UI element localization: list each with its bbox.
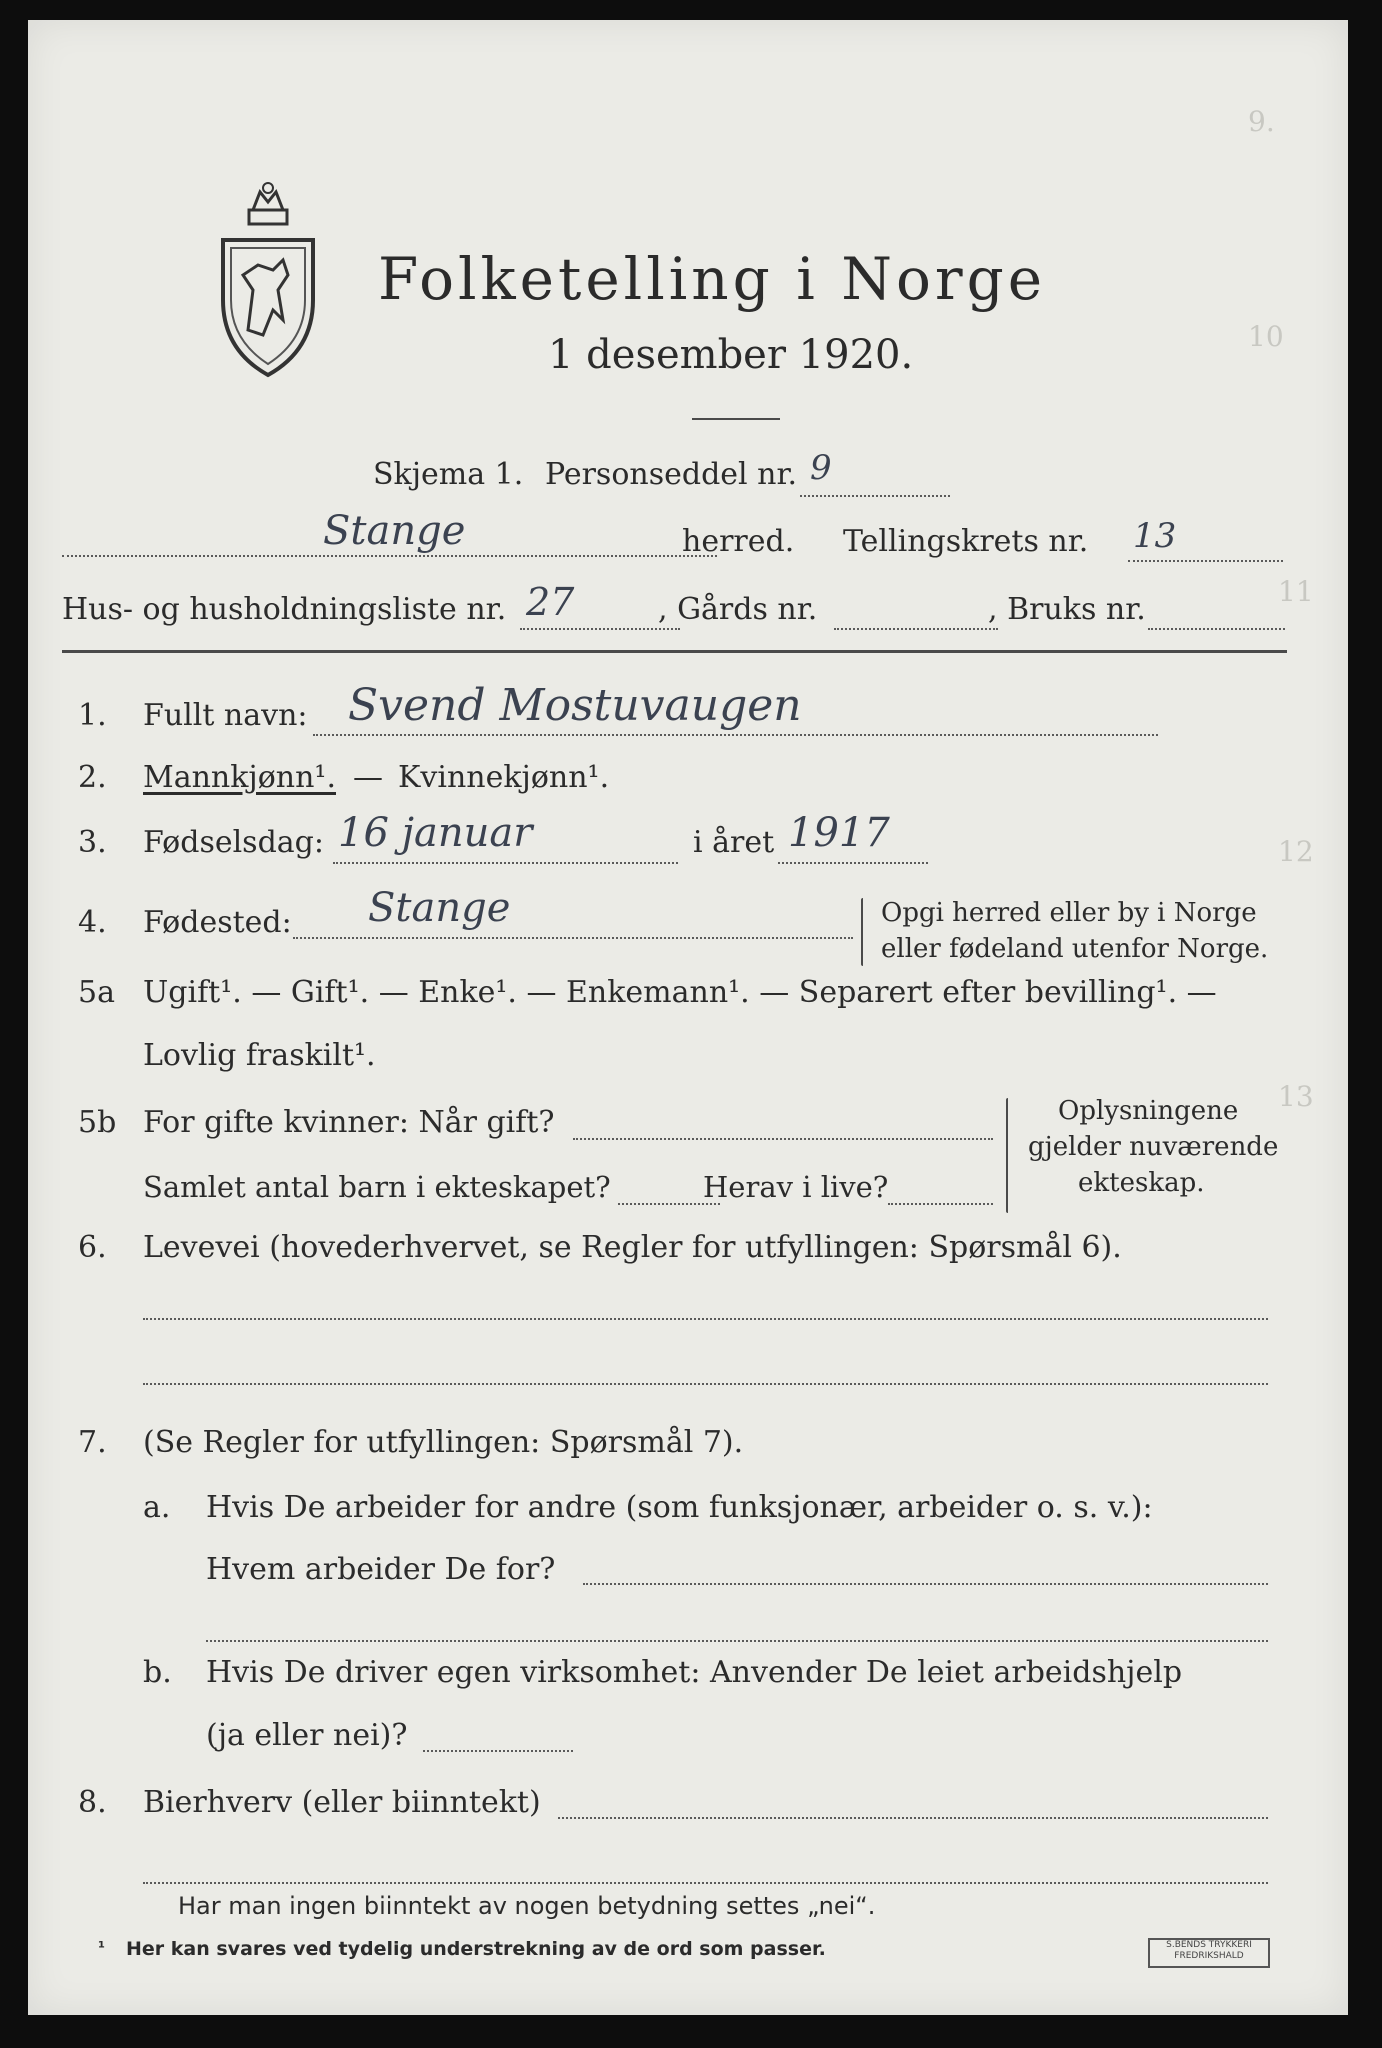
- q7a-letter: a.: [143, 1490, 171, 1525]
- herred-field-line: [62, 555, 717, 557]
- q5b-brace: [1006, 1098, 1008, 1213]
- gards-label: , Gårds nr.: [658, 592, 818, 627]
- header-divider: [62, 650, 1287, 653]
- male-option[interactable]: Mannkjønn¹.: [143, 760, 336, 795]
- husholdning-value[interactable]: 27: [526, 580, 575, 624]
- divorced-option[interactable]: Lovlig fraskilt¹.: [143, 1038, 376, 1073]
- husholdning-label: Hus- og husholdningsliste nr.: [62, 592, 507, 627]
- q7-number: 7.: [78, 1425, 107, 1460]
- bruks-field-line: [1148, 628, 1285, 630]
- herred-value[interactable]: Stange: [323, 508, 466, 554]
- birthday-field-line: [333, 862, 678, 864]
- year-label: i året: [693, 825, 775, 860]
- living-children-label: Herav i live?: [703, 1170, 889, 1204]
- q1-field-line: [313, 734, 1158, 736]
- q8-number: 8.: [78, 1785, 107, 1820]
- q7a-question: Hvem arbeider De for?: [206, 1552, 556, 1587]
- q4-note-1: Opgi herred eller by i Norge: [881, 898, 1257, 928]
- q6-number: 6.: [78, 1230, 107, 1265]
- children-count-label: Samlet antal barn i ekteskapet?: [143, 1170, 611, 1204]
- footnote-mark: ¹: [98, 1938, 106, 1957]
- side-income-field-line[interactable]: [558, 1817, 1268, 1819]
- q5a-number: 5a: [78, 975, 115, 1010]
- personseddel-value[interactable]: 9: [810, 448, 832, 488]
- footer-note: Har man ingen biinntekt av nogen betydning settes „nei“.: [178, 1892, 876, 1920]
- year-field-line: [778, 862, 928, 864]
- full-name-value[interactable]: Svend Mostuvaugen: [348, 680, 802, 731]
- schema-label: Skjema 1.: [373, 457, 524, 492]
- q7b-question: (ja eller nei)?: [206, 1718, 408, 1753]
- q2-number: 2.: [78, 760, 107, 795]
- living-children-field-line: [888, 1203, 993, 1205]
- q5b-note-2: gjelder nuværende: [1028, 1132, 1279, 1162]
- q3-label: Fødselsdag:: [143, 825, 324, 860]
- q1-number: 1.: [78, 698, 107, 733]
- title-divider: [692, 418, 780, 420]
- bruks-label: , Bruks nr.: [988, 592, 1146, 627]
- birthplace-value[interactable]: Stange: [368, 885, 511, 931]
- footnote-text: Her kan svares ved tydelig understrekning av de ord som passer.: [126, 1938, 826, 1960]
- occupation-field-line-2[interactable]: [143, 1383, 1268, 1385]
- tellingskrets-value[interactable]: 13: [1133, 516, 1177, 556]
- personseddel-label: Personseddel nr.: [545, 457, 798, 492]
- birth-year-value[interactable]: 1917: [788, 810, 890, 856]
- tellingskrets-label: Tellingskrets nr.: [843, 524, 1089, 559]
- q4-number: 4.: [78, 905, 107, 940]
- female-option[interactable]: Kvinnekjønn¹.: [398, 760, 610, 795]
- q1-label: Fullt navn:: [143, 698, 308, 733]
- married-when-label: For gifte kvinner: Når gift?: [143, 1105, 555, 1140]
- q5b-number: 5b: [78, 1105, 117, 1140]
- marital-status-options[interactable]: Ugift¹. — Gift¹. — Enke¹. — Enkemann¹. — Separert efter bevilling¹. —: [143, 975, 1217, 1010]
- occupation-field-line-1[interactable]: [143, 1318, 1268, 1320]
- married-when-field-line: [573, 1138, 993, 1140]
- tellingskrets-field-line: [1128, 560, 1283, 562]
- q3-number: 3.: [78, 825, 107, 860]
- form-title: Folketelling i Norge: [378, 245, 1047, 313]
- employer-field-line[interactable]: [583, 1583, 1268, 1585]
- hired-help-field-line[interactable]: [423, 1750, 573, 1752]
- q7a-text: Hvis De arbeider for andre (som funksjonær, arbeider o. s. v.):: [206, 1490, 1153, 1525]
- q4-brace: [861, 898, 863, 966]
- q7b-text: Hvis De driver egen virksomhet: Anvender De leiet arbeidshjelp: [206, 1655, 1183, 1690]
- q5b-note-1: Oplysningene: [1058, 1096, 1239, 1126]
- q4-label: Fødested:: [143, 905, 292, 940]
- gender-separator: —: [353, 760, 383, 795]
- employer-field-line-2[interactable]: [206, 1640, 1268, 1642]
- q6-label: Levevei (hovederhvervet, se Regler for utfyllingen: Spørsmål 6).: [143, 1230, 1122, 1265]
- husholdning-field-line: [520, 628, 680, 630]
- printer-stamp: S.BENDS TRYKKERI FREDRIKSHALD: [1148, 1938, 1270, 1968]
- q8-label: Bierhverv (eller biinntekt): [143, 1785, 541, 1820]
- gards-field-line: [834, 628, 998, 630]
- q7b-letter: b.: [143, 1655, 172, 1690]
- side-income-field-line-2[interactable]: [143, 1882, 1268, 1884]
- birthplace-field-line: [293, 937, 853, 939]
- census-form: 9. 10 11 12 13 Folketelling i Norge 1 desember 1920. Skjema 1. Personseddel nr. 9 Stange herred. Tellingskrets nr. 13 Hus- og husholdningsliste nr. 27 , Gårds nr. , Bruks nr. 1. Fullt navn: Svend Mostuvaugen 2. Mannkjønn¹. — Kvinnekjønn¹. 3. Fødselsdag: 16 januar i året 1917 4. Fødested: Stange Opgi herred eller by i Norge eller fødeland utenfor Norge. 5a Ugift¹. — Gift¹. — Enke¹. — Enkemann¹. — Separert efter bevilling¹. — Lovlig fraskilt¹. 5b For gifte kvinner: Når gift? Samlet antal barn i ekteskapet? Herav i live? Oplysningene gjelder nuværende ekteskap. 6. Levevei (hovederhvervet, se Regler for utfyllingen: Spørsmål 6). 7. (Se Regler for utfyllingen: Spørsmål 7). a. Hvis De arbeider for andre (som funksjonær, arbeider o. s. v.): Hvem arbeider De for? b. Hvis De driver egen virksomhet: Anvender De leiet arbeidshjelp (ja eller nei)? 8. Bierhverv (eller biinntekt) Har man ingen biinntekt av nogen betydning settes „nei“. ¹ Her kan svares ved tydelig understrekning av de ord som passer. S.BENDS TRYKKERI FREDRIKSHALD: [28, 20, 1348, 2015]
- coat-of-arms-icon: [213, 180, 323, 380]
- birthday-value[interactable]: 16 januar: [338, 810, 533, 856]
- q7-label: (Se Regler for utfyllingen: Spørsmål 7).: [143, 1425, 744, 1460]
- personseddel-field-line: [800, 495, 950, 497]
- form-date: 1 desember 1920.: [548, 332, 914, 378]
- herred-label: herred.: [682, 524, 795, 559]
- q5b-note-3: ekteskap.: [1078, 1168, 1205, 1198]
- q4-note-2: eller fødeland utenfor Norge.: [881, 934, 1269, 964]
